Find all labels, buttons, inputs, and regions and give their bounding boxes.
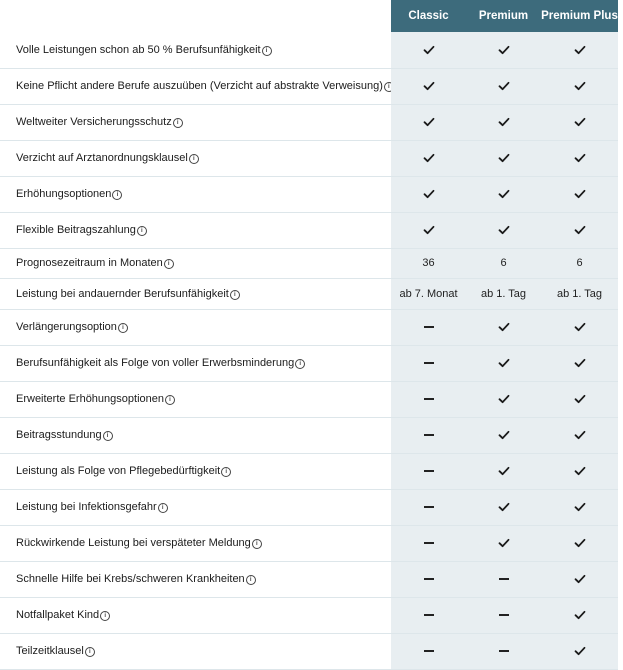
cell-premium-plus <box>541 381 618 417</box>
info-icon[interactable]: i <box>173 118 183 128</box>
info-icon[interactable]: i <box>100 611 110 621</box>
feature-label-cell <box>0 633 391 669</box>
cell-value: 36 <box>422 257 435 269</box>
cell-value: 6 <box>576 257 583 269</box>
info-icon[interactable]: i <box>85 647 95 657</box>
cell-premium <box>466 489 541 525</box>
feature-label: Verlängerungsoption <box>16 321 117 333</box>
cell-classic <box>391 104 466 140</box>
cell-premium-plus <box>541 104 618 140</box>
cell-premium-plus <box>541 278 618 309</box>
cell-premium-plus <box>541 561 618 597</box>
check-icon <box>574 609 586 621</box>
info-icon[interactable]: i <box>103 431 113 441</box>
feature-label-cell <box>0 278 391 309</box>
cell-premium <box>466 561 541 597</box>
cell-premium <box>466 453 541 489</box>
cell-premium <box>466 525 541 561</box>
cell-premium-plus <box>541 248 618 278</box>
cell-premium <box>466 140 541 176</box>
feature-label-cell <box>0 68 391 104</box>
check-icon <box>574 465 586 477</box>
feature-label: Volle Leistungen schon ab 50 % Berufsunfähigkeit <box>16 43 261 56</box>
cell-premium-plus <box>541 525 618 561</box>
check-icon <box>574 80 586 92</box>
cell-premium <box>466 597 541 633</box>
header-empty-cell <box>0 0 391 32</box>
table-row <box>0 248 618 278</box>
feature-label-cell <box>0 140 391 176</box>
cell-premium <box>466 104 541 140</box>
cell-premium <box>466 278 541 309</box>
info-icon[interactable]: i <box>118 323 128 333</box>
table-row <box>0 104 618 140</box>
check-icon <box>423 152 435 164</box>
feature-label: Rückwirkende Leistung bei verspäteter Meldung <box>16 537 251 549</box>
cell-classic <box>391 633 466 669</box>
feature-label: Weltweiter Versicherungsschutz <box>16 116 172 128</box>
cell-classic <box>391 32 466 68</box>
cell-classic <box>391 597 466 633</box>
feature-label: Verzicht auf Arztanordnungsklausel <box>16 152 188 164</box>
cell-premium-plus <box>541 176 618 212</box>
feature-label-cell <box>0 525 391 561</box>
info-icon[interactable]: i <box>164 259 174 269</box>
cell-classic <box>391 561 466 597</box>
table-row <box>0 633 618 669</box>
feature-label-cell <box>0 345 391 381</box>
cell-classic <box>391 68 466 104</box>
check-icon <box>574 357 586 369</box>
table-row <box>0 176 618 212</box>
info-icon[interactable]: i <box>295 359 305 369</box>
cell-value: ab 7. Monat <box>399 287 458 300</box>
table-row <box>0 68 618 104</box>
feature-label-cell <box>0 309 391 345</box>
info-icon[interactable]: i <box>246 575 256 585</box>
feature-label: Keine Pflicht andere Berufe auszuüben (Verzicht auf abstrakte Verweisung) <box>16 80 383 92</box>
cell-premium-plus <box>541 453 618 489</box>
info-icon[interactable]: i <box>262 46 272 56</box>
cell-value: ab 1. Tag <box>556 287 603 300</box>
table-row <box>0 278 618 309</box>
cell-classic <box>391 176 466 212</box>
cell-classic <box>391 417 466 453</box>
table-row <box>0 345 618 381</box>
cell-premium <box>466 417 541 453</box>
cell-classic <box>391 489 466 525</box>
table-row <box>0 309 618 345</box>
table-row <box>0 381 618 417</box>
feature-label: Prognosezeitraum in Monaten <box>16 257 163 269</box>
check-icon <box>498 537 510 549</box>
table-row <box>0 525 618 561</box>
table-row <box>0 561 618 597</box>
cell-premium-plus <box>541 633 618 669</box>
cell-premium <box>466 633 541 669</box>
check-icon <box>498 80 510 92</box>
dash-icon <box>499 578 509 580</box>
feature-label-cell <box>0 212 391 248</box>
cell-classic <box>391 525 466 561</box>
feature-label-cell <box>0 104 391 140</box>
check-icon <box>423 188 435 200</box>
check-icon <box>498 44 510 56</box>
check-icon <box>498 465 510 477</box>
dash-icon <box>424 650 434 652</box>
check-icon <box>498 224 510 236</box>
cell-premium-plus <box>541 32 618 68</box>
table-row <box>0 597 618 633</box>
cell-premium-plus <box>541 68 618 104</box>
feature-label-cell <box>0 453 391 489</box>
info-icon[interactable]: i <box>165 395 175 405</box>
cell-premium <box>466 32 541 68</box>
check-icon <box>498 152 510 164</box>
plan-header-premium-plus: Premium Plus <box>541 0 618 32</box>
check-icon <box>574 429 586 441</box>
dash-icon <box>424 542 434 544</box>
feature-label: Schnelle Hilfe bei Krebs/schweren Krankheiten <box>16 573 245 585</box>
cell-premium <box>466 212 541 248</box>
cell-classic <box>391 453 466 489</box>
header-row <box>0 0 618 32</box>
feature-label: Erhöhungsoptionen <box>16 188 112 200</box>
check-icon <box>574 224 586 236</box>
cell-premium-plus <box>541 140 618 176</box>
feature-rows <box>0 32 618 669</box>
cell-premium-plus <box>541 309 618 345</box>
cell-classic <box>391 278 466 309</box>
cell-premium <box>466 248 541 278</box>
feature-label-cell <box>0 417 391 453</box>
info-icon[interactable]: i <box>221 467 231 477</box>
cell-premium <box>466 176 541 212</box>
dash-icon <box>424 614 434 616</box>
dash-icon <box>424 578 434 580</box>
feature-label: Leistung bei Infektionsgefahr <box>16 501 157 513</box>
feature-label: Berufsunfähigkeit als Folge von voller Erwerbsminderung <box>16 357 295 369</box>
check-icon <box>498 501 510 513</box>
check-icon <box>423 224 435 236</box>
info-icon[interactable]: i <box>252 539 262 549</box>
dash-icon <box>424 398 434 400</box>
feature-label-cell <box>0 597 391 633</box>
check-icon <box>574 116 586 128</box>
feature-label: Notfallpaket Kind <box>16 609 100 621</box>
check-icon <box>498 393 510 405</box>
dash-icon <box>499 614 509 616</box>
check-icon <box>498 116 510 128</box>
dash-icon <box>424 326 434 328</box>
cell-premium-plus <box>541 417 618 453</box>
info-icon[interactable]: i <box>137 226 147 236</box>
cell-premium <box>466 309 541 345</box>
check-icon <box>498 321 510 333</box>
info-icon[interactable]: i <box>158 503 168 513</box>
check-icon <box>574 152 586 164</box>
check-icon <box>574 393 586 405</box>
feature-label-cell <box>0 176 391 212</box>
check-icon <box>574 188 586 200</box>
cell-premium <box>466 68 541 104</box>
cell-premium <box>466 381 541 417</box>
dash-icon <box>499 650 509 652</box>
check-icon <box>574 537 586 549</box>
feature-label: Flexible Beitragszahlung <box>16 224 136 236</box>
check-icon <box>498 188 510 200</box>
feature-label: Teilzeitklausel <box>16 645 84 657</box>
feature-label: Leistung als Folge von Pflegebedürftigkeit <box>16 465 221 477</box>
check-icon <box>423 116 435 128</box>
check-icon <box>574 645 586 657</box>
info-icon[interactable]: i <box>112 190 122 200</box>
cell-premium-plus <box>541 212 618 248</box>
feature-label: Erweiterte Erhöhungsoptionen <box>16 393 164 405</box>
feature-label-cell <box>0 561 391 597</box>
check-icon <box>423 44 435 56</box>
feature-label-cell <box>0 248 391 278</box>
table-row <box>0 32 618 68</box>
check-icon <box>574 44 586 56</box>
info-icon[interactable]: i <box>189 154 199 164</box>
feature-label: Beitragsstundung <box>16 429 102 441</box>
feature-label-cell <box>0 381 391 417</box>
cell-classic <box>391 212 466 248</box>
info-icon[interactable]: i <box>384 82 391 92</box>
cell-premium-plus <box>541 345 618 381</box>
check-icon <box>498 357 510 369</box>
check-icon <box>498 429 510 441</box>
dash-icon <box>424 434 434 436</box>
dash-icon <box>424 470 434 472</box>
table-row <box>0 212 618 248</box>
check-icon <box>423 80 435 92</box>
plan-header-premium: Premium <box>466 0 541 32</box>
cell-classic <box>391 381 466 417</box>
info-icon[interactable]: i <box>230 290 240 300</box>
dash-icon <box>424 506 434 508</box>
cell-classic <box>391 345 466 381</box>
feature-label-cell <box>0 32 391 68</box>
plan-header-classic: Classic <box>391 0 466 32</box>
table-row <box>0 453 618 489</box>
cell-premium-plus <box>541 489 618 525</box>
check-icon <box>574 501 586 513</box>
table-row <box>0 489 618 525</box>
check-icon <box>574 573 586 585</box>
table-row <box>0 140 618 176</box>
cell-value: ab 1. Tag <box>480 287 527 300</box>
check-icon <box>574 321 586 333</box>
table-row <box>0 417 618 453</box>
feature-label: Leistung bei andauernder Berufsunfähigkeit <box>16 287 229 300</box>
feature-label-cell <box>0 489 391 525</box>
cell-value: 6 <box>500 257 507 269</box>
cell-classic <box>391 140 466 176</box>
dash-icon <box>424 362 434 364</box>
cell-classic <box>391 248 466 278</box>
cell-premium <box>466 345 541 381</box>
cell-premium-plus <box>541 597 618 633</box>
cell-classic <box>391 309 466 345</box>
